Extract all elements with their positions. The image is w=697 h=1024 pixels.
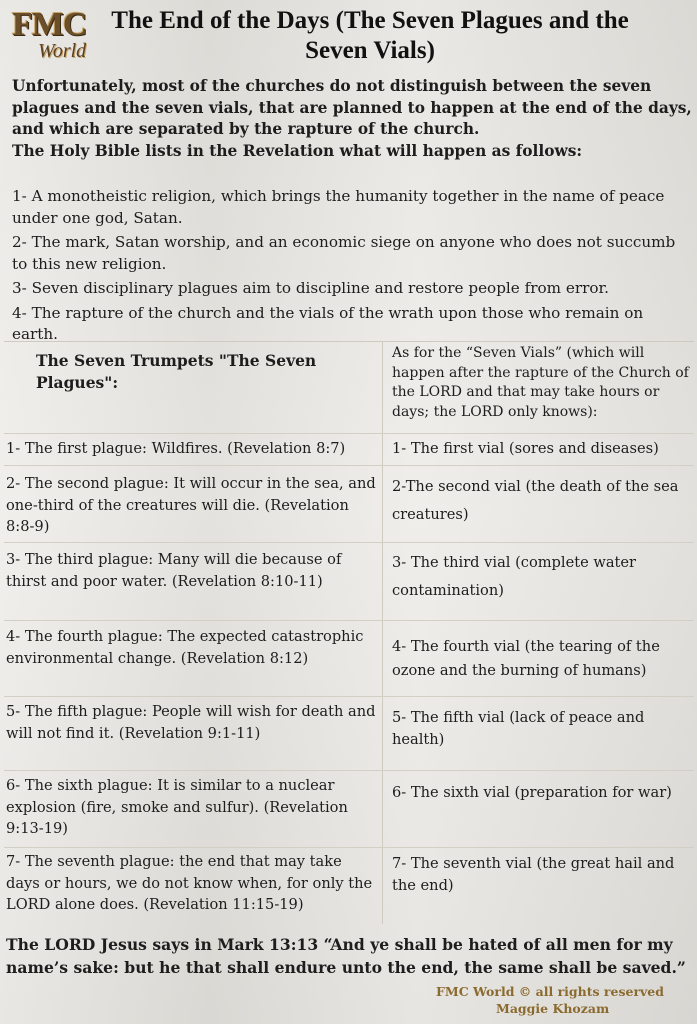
vial-cell (386, 466, 692, 542)
intro-paragraph: Unfortunately, most of the churches do not distinguish between the seven plagues and the seven vials, that are planned to happen at the end of the days, and which are separated by the rapture of the church. (12, 77, 692, 138)
copyright-line: FMC World © all rights reserved (436, 984, 664, 999)
list-item: 4- The rapture of the church and the vials of the wrath upon those who remain on earth. (12, 303, 644, 343)
copyright-notice (436, 983, 686, 1017)
vial-text: 5- The fifth vial (lack of peace and health) (392, 709, 645, 748)
vial-text: 4- The fourth vial (the tearing of the ozone and the burning of humans) (392, 638, 660, 679)
plague-cell (6, 621, 378, 696)
table-row (4, 434, 694, 466)
table-row (4, 621, 694, 697)
table-row (4, 697, 694, 771)
header-right-text: As for the “Seven Vials” (which will happen after the rapture of the Church of the LORD and that may take hours or days; the LORD only knows): (392, 345, 689, 420)
logo-sub-text: World (38, 40, 87, 62)
plague-cell (6, 697, 378, 770)
plague-text: 2- The second plague: It will occur in the sea, and one-third of the creatures will die. (Revelation 8:8-9) (6, 475, 376, 535)
table-row (4, 466, 694, 543)
header-left-cell (6, 342, 378, 433)
plague-text: 6- The sixth plague: It is similar to a nuclear explosion (fire, smoke and sulfur). (Revelation 9:13-19) (6, 777, 348, 837)
vial-cell (386, 771, 692, 847)
table-row (4, 771, 694, 848)
vial-cell (386, 543, 692, 620)
list-item: 2- The mark, Satan worship, and an economic siege on anyone who does not succumb to this new religion. (12, 233, 676, 273)
vial-text: 1- The first vial (sores and diseases) (392, 440, 659, 457)
plagues-vials-table (4, 341, 694, 924)
vial-cell (386, 848, 692, 924)
logo-brand-text: FMC (12, 6, 87, 43)
closing-quote: The LORD Jesus says in Mark 13:13 “And ye shall be hated of all men for my name’s sake: but he that shall endure unto the end, the same shall be saved.” (6, 935, 686, 977)
vial-text: 6- The sixth vial (preparation for war) (392, 784, 672, 801)
page-title: The End of the Days (The Seven Plagues and the Seven Vials) (111, 7, 629, 64)
plague-text: 5- The fifth plague: People will wish for death and will not find it. (Revelation 9:1-11) (6, 703, 376, 742)
table-header-row (4, 342, 694, 434)
plague-text: 7- The seventh plague: the end that may take days or hours, we do not know when, for only the LORD alone does. (Revelation 11:15-19) (6, 853, 373, 913)
list-item: 3- Seven disciplinary plagues aim to discipline and restore people from error. (12, 279, 609, 297)
plague-cell (6, 466, 378, 542)
vial-cell (386, 621, 692, 696)
intro-section (12, 76, 692, 162)
table-row (4, 848, 694, 924)
plague-cell (6, 543, 378, 620)
header-left-text: The Seven Trumpets "The Seven Plagues": (36, 351, 317, 392)
plague-text: 4- The fourth plague: The expected catastrophic environmental change. (Revelation 8:12) (6, 628, 364, 667)
vial-text: 2-The second vial (the death of the sea creatures) (392, 478, 679, 523)
vial-text: 7- The seventh vial (the great hail and the end) (392, 855, 675, 894)
table-row (4, 543, 694, 621)
plague-cell (6, 848, 378, 924)
events-list (12, 186, 692, 349)
list-item: 1- A monotheistic religion, which brings the humanity together in the name of peace under one god, Satan. (12, 187, 665, 227)
vial-text: 3- The third vial (complete water contamination) (392, 554, 637, 599)
author-name: Maggie Khozam (496, 1001, 610, 1016)
brand-logo (10, 6, 120, 68)
vial-cell (386, 434, 692, 465)
header-right-cell (386, 342, 692, 433)
plague-cell (6, 434, 378, 465)
plague-cell (6, 771, 378, 847)
intro-lead-in: The Holy Bible lists in the Revelation what will happen as follows: (12, 141, 583, 160)
plague-text: 1- The first plague: Wildfires. (Revelation 8:7) (6, 440, 346, 457)
plague-text: 3- The third plague: Many will die because of thirst and poor water. (Revelation 8:10-11) (6, 551, 342, 590)
vial-cell (386, 697, 692, 770)
